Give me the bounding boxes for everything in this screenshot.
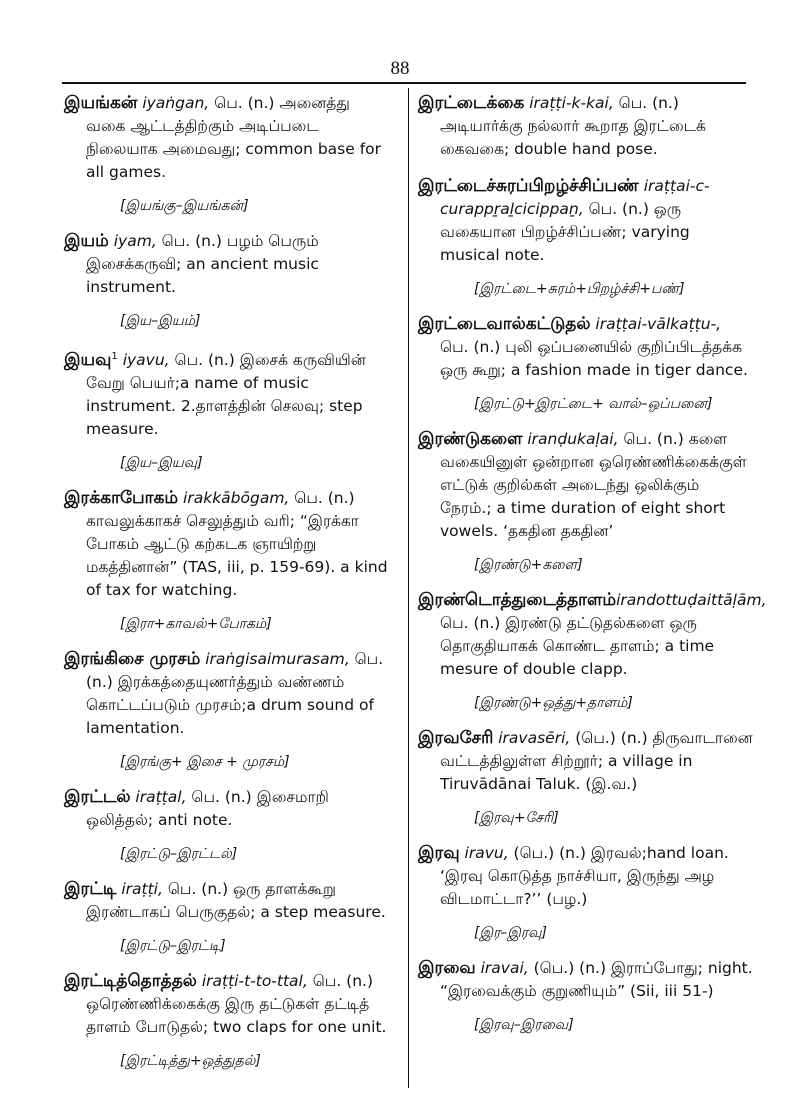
definition: பெ. (n.) ஒரெண்ணிக்கைக்கு இரு தட்டுகள் தட்டித் தாளம் போடுதல்; two claps for one unit. xyxy=(86,972,387,1037)
right-column xyxy=(418,92,767,1049)
transliteration: iyaṅgan, xyxy=(142,94,210,112)
etymology: [இரட்டை+சுரம்+பிறழ்ச்சி+பண்] xyxy=(474,281,685,297)
etymology: [இரவு+சேரி] xyxy=(474,810,559,826)
etymology: [இரங்கு+ இசை + முரசம்] xyxy=(120,754,290,771)
dictionary-entry xyxy=(64,970,394,1071)
dictionary-entry xyxy=(418,842,754,943)
dictionary-entry xyxy=(418,957,754,1035)
definition: பெ. (n.) காவலுக்காகச் செலுத்தும் வரி; “இரக்கா போகம் ஆட்டு கற்கடக ஞாயிற்று மகத்தினான்” (TAS, iii, p. 159-69). a kind of tax for watching. xyxy=(86,489,388,600)
transliteration: iranḍukaḷai, xyxy=(522,430,619,448)
etymology: [இய–இயவு] xyxy=(120,455,203,472)
dictionary-entry xyxy=(64,345,394,473)
definition: பெ. (n.) ஒரு தாளக்கூறு இரண்டாகப் பெருகுதல்; a step measure. xyxy=(86,880,386,922)
transliteration: iraṭṭi-t-to-ttal, xyxy=(196,972,308,991)
definition: பெ. (n.) ஒரு வகையான பிறழ்ச்சிப்பண்; varying musical note. xyxy=(440,200,690,264)
etymology: [இரட்டு+இரட்டை+ வால்–ஒப்பனை] xyxy=(474,396,713,412)
definition: பெ. (n.) இசைக் கருவியின் வேறு பெயர்;a name of music instrument. 2.தாளத்தின் செலவு; step measure. xyxy=(86,351,366,439)
dictionary-entry xyxy=(64,92,394,216)
definition: பெ. (n.) களை வகையினுள் ஒன்றான ஒரெண்ணிக்கைக்குள் எட்டுக் குறில்கள் அடைந்து ஒலிக்கும் நேரம்.; a time duration of eight short vowels. ‘தகதின தகதின’ xyxy=(440,430,747,540)
etymology: [இரவு–இரவை] xyxy=(474,1017,574,1033)
dictionary-entry xyxy=(64,230,394,331)
dictionary-entry xyxy=(418,313,754,414)
page-number: 88 xyxy=(390,58,410,79)
definition: பெ. (n.) இரக்கத்தையுணர்த்தும் வண்ணம் கொட்டப்படும் முரசம்;a drum sound of lamentation. xyxy=(86,650,384,738)
headword: இரண்டுகளை xyxy=(418,429,523,449)
etymology: [இரண்டு+ஒத்து+தாளம்] xyxy=(474,695,633,711)
definition: பெ. (n.) அடியார்க்கு நல்லார் கூறாத இரட்டைக் கைவகை; double hand pose. xyxy=(440,94,706,158)
headword: இரண்டொத்துடைத்தாளம் xyxy=(418,590,617,610)
etymology: [இயங்கு–இயங்கன்] xyxy=(120,198,249,214)
headword: இரக்காபோகம் xyxy=(64,488,179,509)
transliteration: iraṭṭi-k-kai, xyxy=(524,94,614,112)
headword: இயவு xyxy=(64,350,112,371)
headword: இரட்டைச்சுரப்பிறழ்ச்சிப்பண் xyxy=(418,176,639,196)
transliteration: iraṅgisaimurasam, xyxy=(200,650,350,669)
dictionary-entry xyxy=(64,878,394,956)
headword: இரட்டி xyxy=(64,879,117,900)
definition: பெ. (n.) புலி ஒப்பனையில் குறிப்பிடத்தக்க ஒரு கூறு; a fashion made in tiger dance. xyxy=(440,338,748,379)
etymology: [இரண்டு+களை] xyxy=(474,557,583,573)
dictionary-entry xyxy=(418,589,767,713)
headword: இரவை xyxy=(418,958,476,978)
header-rule xyxy=(62,82,746,84)
etymology: [இர–இரவு] xyxy=(474,925,548,941)
headword: இரங்கிசை முரசம் xyxy=(64,649,201,670)
headword: இரவு xyxy=(418,843,460,863)
dictionary-entry xyxy=(64,487,394,634)
transliteration: iraṭṭi, xyxy=(116,880,163,899)
column-divider xyxy=(408,88,409,1088)
definition: (பெ.) (n.) இரவல்;hand loan. ‘இரவு கொடுத்த நாச்சியா, இருந்து அழ விடமாட்டா?’’ (பழ.) xyxy=(440,844,729,908)
definition: பெ. (n.) இசைமாறி ஒலித்தல்; anti note. xyxy=(86,788,329,830)
etymology: [இய–இயம்] xyxy=(120,313,201,329)
transliteration: iraṭṭai-vālkaṭṭu-, xyxy=(590,315,722,333)
homonym-number: 1 xyxy=(111,351,118,362)
etymology: [இரா+காவல்+போகம்] xyxy=(120,616,272,633)
transliteration: iraṭṭai-c-curappṟaḻcicippaṉ, xyxy=(440,177,710,218)
dictionary-entry xyxy=(64,648,394,772)
headword: இயங்கன் xyxy=(64,93,138,113)
dictionary-entry xyxy=(418,175,754,299)
definition: பெ. (n.) பழம் பெரும் இசைக்கருவி; an ancient music instrument. xyxy=(86,232,319,296)
etymology: [இரட்டித்து+ஒத்துதல்] xyxy=(120,1053,261,1070)
transliteration: iravasēri, xyxy=(493,729,571,747)
transliteration: iraṭṭal, xyxy=(130,788,187,807)
etymology: [இரட்டு–இரட்டல்] xyxy=(120,846,238,863)
dictionary-entry xyxy=(418,727,754,828)
headword: இரட்டல் xyxy=(64,787,131,808)
transliteration: iravai, xyxy=(475,959,529,977)
dictionary-entry xyxy=(64,786,394,864)
transliteration: iyavu, xyxy=(117,351,170,370)
headword: இரட்டைக்கை xyxy=(418,93,525,113)
dictionary-entry xyxy=(418,92,754,161)
transliteration: irakkābōgam, xyxy=(178,489,290,508)
transliteration: iyam, xyxy=(113,232,157,250)
headword: இரட்டித்தொத்தல் xyxy=(64,971,197,992)
headword: இயம் xyxy=(64,231,109,251)
headword: இரவசேரி xyxy=(418,728,494,748)
headword: இரட்டைவால்கட்டுதல் xyxy=(418,314,591,334)
transliteration: irandottuḍaittāḷām, xyxy=(616,591,767,609)
left-column xyxy=(64,92,394,1085)
definition: (பெ.) (n.) இராப்போது; night. “இரவைக்கும் குறுணியும்” (Sii, iii 51-) xyxy=(440,959,753,1000)
transliteration: iravu, xyxy=(459,844,509,862)
definition: பெ. (n.) அனைத்து வகை ஆட்டத்திற்கும் அடிப்படை நிலையாக அமைவது; common base for all games. xyxy=(86,94,382,181)
etymology: [இரட்டு–இரட்டி] xyxy=(120,938,226,955)
definition: (பெ.) (n.) திருவாடானை வட்டத்திலுள்ள சிற்றூர்; a village in Tiruvādānai Taluk. (இ.வ.) xyxy=(440,729,753,793)
dictionary-entry xyxy=(418,428,754,575)
definition: பெ. (n.) இரண்டு தட்டுதல்களை ஒரு தொகுதியாகக் கொண்ட தாளம்; a time mesure of double clapp. xyxy=(440,614,715,678)
